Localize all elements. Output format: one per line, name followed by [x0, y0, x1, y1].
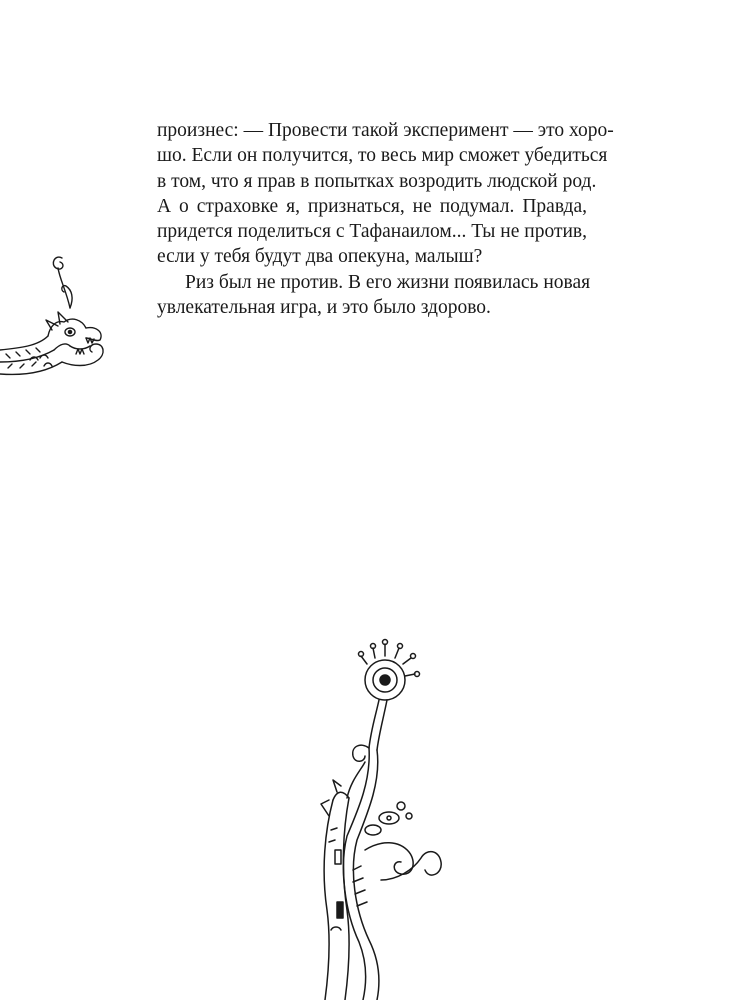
text-line: в том, что я прав в попытках возродить людской род.: [157, 170, 597, 192]
text-line: если у тебя будут два опекуна, малыш?: [157, 246, 483, 268]
text-line: шо. Если он получится, то весь мир сможет убедиться: [157, 145, 608, 167]
paragraph-dialogue: [157, 118, 614, 270]
vine-flower-ornament-icon: [285, 630, 455, 1000]
text-line: А о страховке я, признаться, не подумал. Правда,: [157, 195, 587, 217]
text-line: Риз был не против. В его жизни появилась новая: [185, 271, 591, 293]
body-text: [157, 118, 614, 320]
text-line: произнес: — Провести такой эксперимент — это хоро-: [157, 120, 614, 141]
dragon-head-ornament-icon: [0, 250, 120, 400]
text-line: придется поделиться с Тафанаилом... Ты не против,: [157, 221, 587, 243]
text-line: увлекательная игра, и это было здорово.: [157, 297, 491, 319]
paragraph-narration: [157, 270, 591, 321]
